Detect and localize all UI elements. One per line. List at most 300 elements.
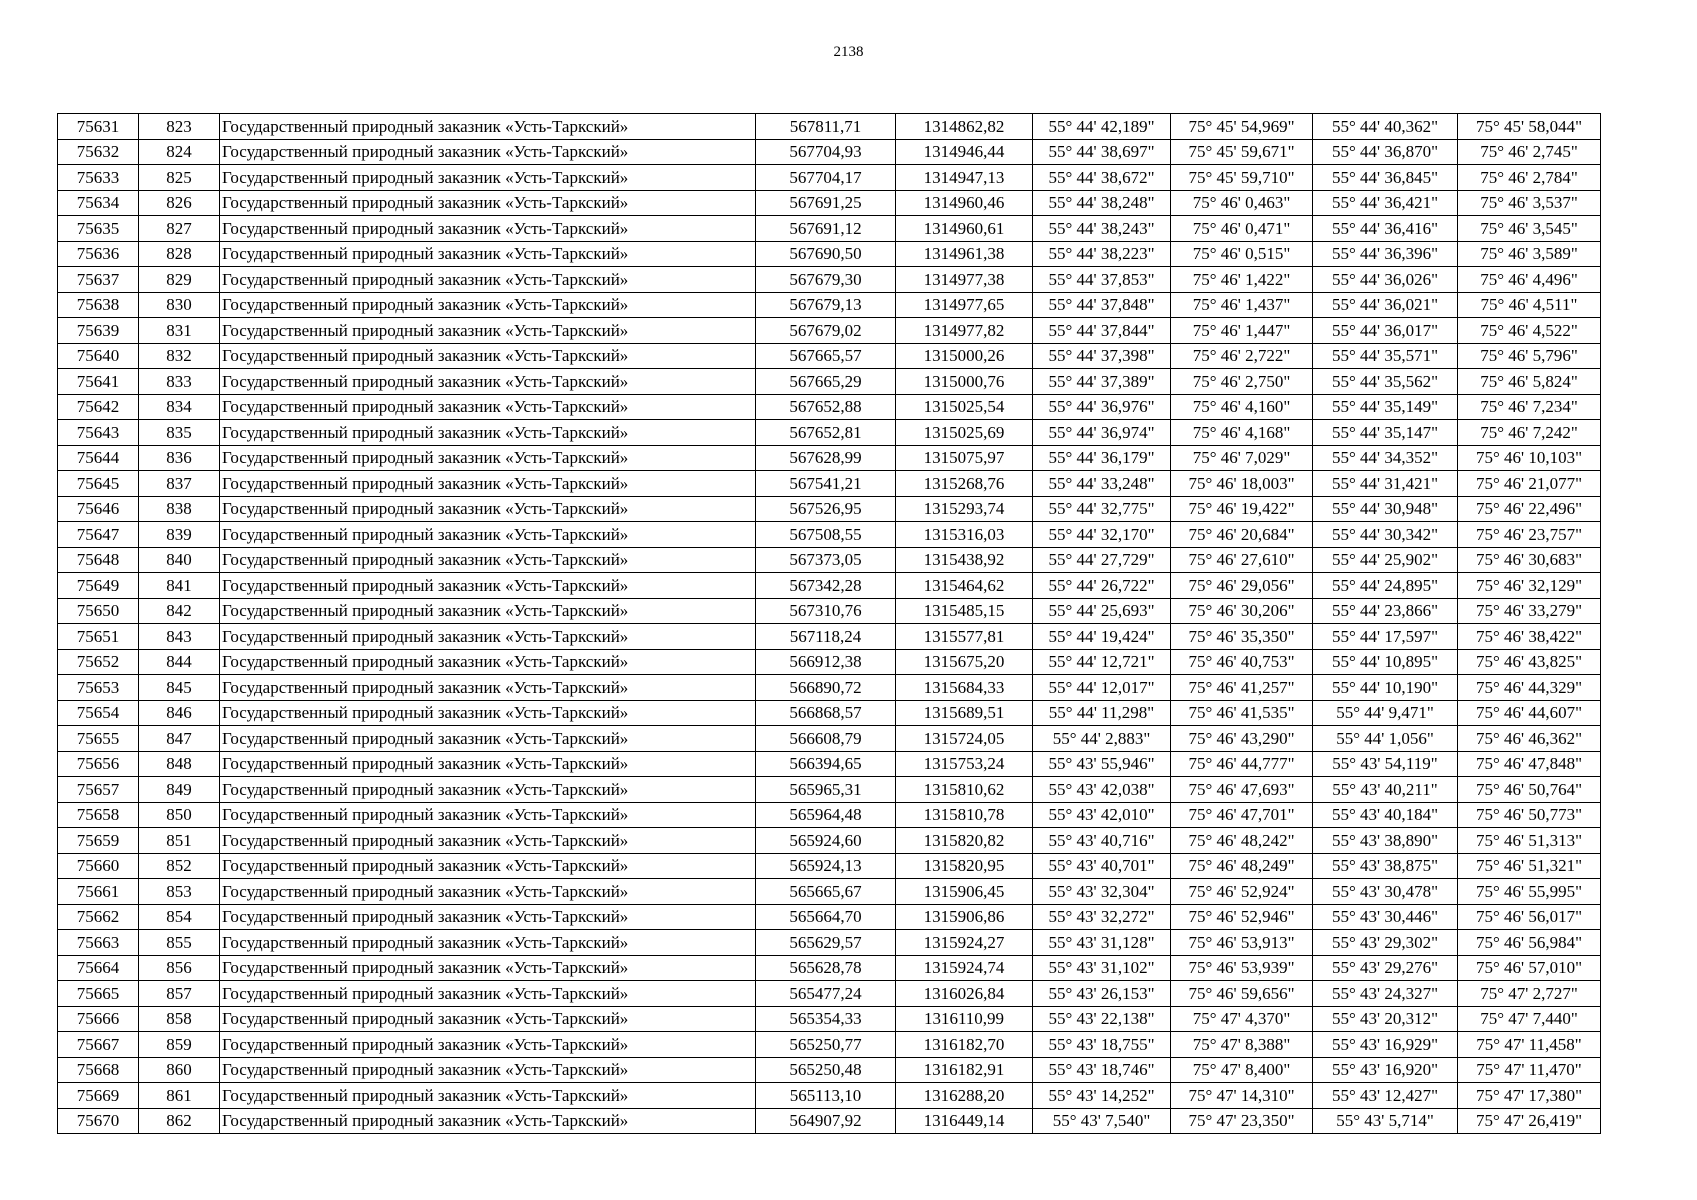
row-id-cell: 75648 — [58, 547, 139, 573]
table-row — [58, 649, 1601, 675]
longitude-1-cell: 75° 46' 41,257" — [1171, 675, 1313, 701]
longitude-1-cell: 75° 45' 59,671" — [1171, 139, 1313, 165]
longitude-1-cell: 75° 47' 8,388" — [1171, 1032, 1313, 1058]
table-row — [58, 114, 1601, 140]
longitude-2-cell: 75° 46' 44,607" — [1458, 700, 1601, 726]
longitude-2-cell: 75° 46' 55,995" — [1458, 879, 1601, 905]
reserve-name-cell: Государственный природный заказник «Усть-Таркский» — [220, 241, 756, 267]
y-coordinate-cell: 1315268,76 — [896, 471, 1033, 497]
y-coordinate-cell: 1314977,65 — [896, 292, 1033, 318]
latitude-2-cell: 55° 44' 9,471" — [1313, 700, 1458, 726]
x-coordinate-cell: 567679,02 — [756, 318, 896, 344]
x-coordinate-cell: 567526,95 — [756, 496, 896, 522]
x-coordinate-cell: 565964,48 — [756, 802, 896, 828]
longitude-1-cell: 75° 46' 41,535" — [1171, 700, 1313, 726]
row-id-cell: 75660 — [58, 853, 139, 879]
latitude-1-cell: 55° 43' 31,128" — [1033, 930, 1171, 956]
y-coordinate-cell: 1314960,46 — [896, 190, 1033, 216]
longitude-2-cell: 75° 47' 2,727" — [1458, 981, 1601, 1007]
latitude-2-cell: 55° 44' 36,416" — [1313, 216, 1458, 242]
x-coordinate-cell: 565924,13 — [756, 853, 896, 879]
longitude-1-cell: 75° 46' 53,939" — [1171, 955, 1313, 981]
longitude-1-cell: 75° 46' 52,924" — [1171, 879, 1313, 905]
longitude-1-cell: 75° 46' 27,610" — [1171, 547, 1313, 573]
longitude-2-cell: 75° 46' 32,129" — [1458, 573, 1601, 599]
reserve-name-cell: Государственный природный заказник «Усть-Таркский» — [220, 853, 756, 879]
x-coordinate-cell: 567665,29 — [756, 369, 896, 395]
x-coordinate-cell: 565665,67 — [756, 879, 896, 905]
reserve-name-cell: Государственный природный заказник «Усть-Таркский» — [220, 445, 756, 471]
row-id-cell: 75642 — [58, 394, 139, 420]
y-coordinate-cell: 1315684,33 — [896, 675, 1033, 701]
row-id-cell: 75646 — [58, 496, 139, 522]
latitude-2-cell: 55° 43' 30,446" — [1313, 904, 1458, 930]
x-coordinate-cell: 567652,81 — [756, 420, 896, 446]
point-number-cell: 850 — [139, 802, 220, 828]
y-coordinate-cell: 1315293,74 — [896, 496, 1033, 522]
longitude-1-cell: 75° 47' 14,310" — [1171, 1083, 1313, 1109]
table-row — [58, 267, 1601, 293]
point-number-cell: 842 — [139, 598, 220, 624]
longitude-1-cell: 75° 45' 59,710" — [1171, 165, 1313, 191]
latitude-1-cell: 55° 44' 12,017" — [1033, 675, 1171, 701]
y-coordinate-cell: 1316182,70 — [896, 1032, 1033, 1058]
reserve-name-cell: Государственный природный заказник «Усть-Таркский» — [220, 1057, 756, 1083]
row-id-cell: 75634 — [58, 190, 139, 216]
x-coordinate-cell: 567690,50 — [756, 241, 896, 267]
point-number-cell: 831 — [139, 318, 220, 344]
x-coordinate-cell: 565664,70 — [756, 904, 896, 930]
x-coordinate-cell: 567342,28 — [756, 573, 896, 599]
row-id-cell: 75653 — [58, 675, 139, 701]
table-body — [58, 114, 1601, 1134]
reserve-name-cell: Государственный природный заказник «Усть-Таркский» — [220, 190, 756, 216]
longitude-2-cell: 75° 46' 50,764" — [1458, 777, 1601, 803]
y-coordinate-cell: 1314977,38 — [896, 267, 1033, 293]
row-id-cell: 75657 — [58, 777, 139, 803]
table-row — [58, 955, 1601, 981]
latitude-2-cell: 55° 43' 40,184" — [1313, 802, 1458, 828]
x-coordinate-cell: 566868,57 — [756, 700, 896, 726]
reserve-name-cell: Государственный природный заказник «Усть-Таркский» — [220, 547, 756, 573]
row-id-cell: 75644 — [58, 445, 139, 471]
point-number-cell: 826 — [139, 190, 220, 216]
longitude-1-cell: 75° 47' 23,350" — [1171, 1108, 1313, 1134]
row-id-cell: 75649 — [58, 573, 139, 599]
point-number-cell: 830 — [139, 292, 220, 318]
longitude-1-cell: 75° 46' 40,753" — [1171, 649, 1313, 675]
row-id-cell: 75636 — [58, 241, 139, 267]
x-coordinate-cell: 567310,76 — [756, 598, 896, 624]
longitude-1-cell: 75° 46' 7,029" — [1171, 445, 1313, 471]
longitude-1-cell: 75° 46' 19,422" — [1171, 496, 1313, 522]
table-row — [58, 624, 1601, 650]
y-coordinate-cell: 1315075,97 — [896, 445, 1033, 471]
x-coordinate-cell: 565250,77 — [756, 1032, 896, 1058]
table-row — [58, 802, 1601, 828]
latitude-2-cell: 55° 44' 31,421" — [1313, 471, 1458, 497]
table-row — [58, 394, 1601, 420]
table-row — [58, 471, 1601, 497]
longitude-2-cell: 75° 46' 56,017" — [1458, 904, 1601, 930]
point-number-cell: 843 — [139, 624, 220, 650]
latitude-2-cell: 55° 44' 36,021" — [1313, 292, 1458, 318]
longitude-2-cell: 75° 46' 3,545" — [1458, 216, 1601, 242]
y-coordinate-cell: 1315485,15 — [896, 598, 1033, 624]
point-number-cell: 846 — [139, 700, 220, 726]
x-coordinate-cell: 566608,79 — [756, 726, 896, 752]
reserve-name-cell: Государственный природный заказник «Усть-Таркский» — [220, 777, 756, 803]
longitude-1-cell: 75° 46' 0,471" — [1171, 216, 1313, 242]
table-row — [58, 853, 1601, 879]
longitude-1-cell: 75° 46' 48,249" — [1171, 853, 1313, 879]
y-coordinate-cell: 1314946,44 — [896, 139, 1033, 165]
latitude-1-cell: 55° 43' 42,038" — [1033, 777, 1171, 803]
point-number-cell: 860 — [139, 1057, 220, 1083]
longitude-1-cell: 75° 46' 44,777" — [1171, 751, 1313, 777]
latitude-1-cell: 55° 44' 37,848" — [1033, 292, 1171, 318]
longitude-1-cell: 75° 46' 48,242" — [1171, 828, 1313, 854]
y-coordinate-cell: 1315675,20 — [896, 649, 1033, 675]
longitude-2-cell: 75° 46' 21,077" — [1458, 471, 1601, 497]
x-coordinate-cell: 565113,10 — [756, 1083, 896, 1109]
point-number-cell: 824 — [139, 139, 220, 165]
longitude-1-cell: 75° 47' 4,370" — [1171, 1006, 1313, 1032]
y-coordinate-cell: 1315810,62 — [896, 777, 1033, 803]
reserve-name-cell: Государственный природный заказник «Усть-Таркский» — [220, 1006, 756, 1032]
table-row — [58, 496, 1601, 522]
x-coordinate-cell: 567118,24 — [756, 624, 896, 650]
latitude-1-cell: 55° 44' 38,248" — [1033, 190, 1171, 216]
longitude-1-cell: 75° 46' 29,056" — [1171, 573, 1313, 599]
longitude-2-cell: 75° 46' 30,683" — [1458, 547, 1601, 573]
longitude-1-cell: 75° 46' 18,003" — [1171, 471, 1313, 497]
row-id-cell: 75643 — [58, 420, 139, 446]
y-coordinate-cell: 1315025,69 — [896, 420, 1033, 446]
coordinates-table — [57, 113, 1601, 1134]
latitude-1-cell: 55° 44' 36,179" — [1033, 445, 1171, 471]
point-number-cell: 825 — [139, 165, 220, 191]
x-coordinate-cell: 567679,30 — [756, 267, 896, 293]
x-coordinate-cell: 566890,72 — [756, 675, 896, 701]
point-number-cell: 854 — [139, 904, 220, 930]
longitude-2-cell: 75° 46' 7,242" — [1458, 420, 1601, 446]
latitude-1-cell: 55° 44' 36,974" — [1033, 420, 1171, 446]
row-id-cell: 75659 — [58, 828, 139, 854]
longitude-2-cell: 75° 46' 3,589" — [1458, 241, 1601, 267]
x-coordinate-cell: 567628,99 — [756, 445, 896, 471]
point-number-cell: 838 — [139, 496, 220, 522]
reserve-name-cell: Государственный природный заказник «Усть-Таркский» — [220, 318, 756, 344]
latitude-1-cell: 55° 43' 40,701" — [1033, 853, 1171, 879]
y-coordinate-cell: 1315025,54 — [896, 394, 1033, 420]
point-number-cell: 844 — [139, 649, 220, 675]
longitude-1-cell: 75° 46' 35,350" — [1171, 624, 1313, 650]
reserve-name-cell: Государственный природный заказник «Усть-Таркский» — [220, 343, 756, 369]
latitude-2-cell: 55° 44' 34,352" — [1313, 445, 1458, 471]
row-id-cell: 75633 — [58, 165, 139, 191]
latitude-1-cell: 55° 44' 42,189" — [1033, 114, 1171, 140]
latitude-1-cell: 55° 44' 32,170" — [1033, 522, 1171, 548]
longitude-1-cell: 75° 46' 2,750" — [1171, 369, 1313, 395]
latitude-1-cell: 55° 44' 33,248" — [1033, 471, 1171, 497]
point-number-cell: 862 — [139, 1108, 220, 1134]
latitude-1-cell: 55° 44' 37,853" — [1033, 267, 1171, 293]
longitude-2-cell: 75° 46' 50,773" — [1458, 802, 1601, 828]
point-number-cell: 833 — [139, 369, 220, 395]
latitude-1-cell: 55° 44' 32,775" — [1033, 496, 1171, 522]
longitude-2-cell: 75° 47' 7,440" — [1458, 1006, 1601, 1032]
longitude-1-cell: 75° 46' 59,656" — [1171, 981, 1313, 1007]
row-id-cell: 75667 — [58, 1032, 139, 1058]
y-coordinate-cell: 1314960,61 — [896, 216, 1033, 242]
latitude-2-cell: 55° 44' 36,017" — [1313, 318, 1458, 344]
latitude-1-cell: 55° 43' 7,540" — [1033, 1108, 1171, 1134]
longitude-2-cell: 75° 46' 38,422" — [1458, 624, 1601, 650]
latitude-1-cell: 55° 43' 31,102" — [1033, 955, 1171, 981]
x-coordinate-cell: 567691,25 — [756, 190, 896, 216]
x-coordinate-cell: 567704,93 — [756, 139, 896, 165]
latitude-2-cell: 55° 44' 36,396" — [1313, 241, 1458, 267]
latitude-2-cell: 55° 43' 29,276" — [1313, 955, 1458, 981]
latitude-1-cell: 55° 43' 32,304" — [1033, 879, 1171, 905]
reserve-name-cell: Государственный природный заказник «Усть-Таркский» — [220, 726, 756, 752]
y-coordinate-cell: 1315000,76 — [896, 369, 1033, 395]
longitude-2-cell: 75° 46' 22,496" — [1458, 496, 1601, 522]
latitude-2-cell: 55° 43' 16,929" — [1313, 1032, 1458, 1058]
latitude-2-cell: 55° 44' 36,870" — [1313, 139, 1458, 165]
y-coordinate-cell: 1315820,95 — [896, 853, 1033, 879]
point-number-cell: 834 — [139, 394, 220, 420]
row-id-cell: 75669 — [58, 1083, 139, 1109]
row-id-cell: 75665 — [58, 981, 139, 1007]
table-row — [58, 318, 1601, 344]
table-row — [58, 1032, 1601, 1058]
latitude-1-cell: 55° 43' 55,946" — [1033, 751, 1171, 777]
latitude-1-cell: 55° 44' 38,697" — [1033, 139, 1171, 165]
reserve-name-cell: Государственный природный заказник «Усть-Таркский» — [220, 522, 756, 548]
point-number-cell: 853 — [139, 879, 220, 905]
y-coordinate-cell: 1315464,62 — [896, 573, 1033, 599]
point-number-cell: 858 — [139, 1006, 220, 1032]
row-id-cell: 75664 — [58, 955, 139, 981]
longitude-2-cell: 75° 46' 4,522" — [1458, 318, 1601, 344]
reserve-name-cell: Государственный природный заказник «Усть-Таркский» — [220, 471, 756, 497]
latitude-1-cell: 55° 44' 12,721" — [1033, 649, 1171, 675]
reserve-name-cell: Государственный природный заказник «Усть-Таркский» — [220, 1032, 756, 1058]
point-number-cell: 857 — [139, 981, 220, 1007]
point-number-cell: 855 — [139, 930, 220, 956]
latitude-1-cell: 55° 44' 37,398" — [1033, 343, 1171, 369]
latitude-2-cell: 55° 44' 35,147" — [1313, 420, 1458, 446]
latitude-1-cell: 55° 44' 25,693" — [1033, 598, 1171, 624]
y-coordinate-cell: 1315810,78 — [896, 802, 1033, 828]
longitude-2-cell: 75° 46' 46,362" — [1458, 726, 1601, 752]
row-id-cell: 75670 — [58, 1108, 139, 1134]
table-row — [58, 343, 1601, 369]
longitude-1-cell: 75° 46' 20,684" — [1171, 522, 1313, 548]
table-row — [58, 1083, 1601, 1109]
latitude-2-cell: 55° 43' 40,211" — [1313, 777, 1458, 803]
x-coordinate-cell: 567373,05 — [756, 547, 896, 573]
point-number-cell: 827 — [139, 216, 220, 242]
longitude-2-cell: 75° 46' 56,984" — [1458, 930, 1601, 956]
point-number-cell: 837 — [139, 471, 220, 497]
latitude-2-cell: 55° 43' 12,427" — [1313, 1083, 1458, 1109]
point-number-cell: 835 — [139, 420, 220, 446]
latitude-1-cell: 55° 44' 37,389" — [1033, 369, 1171, 395]
table-row — [58, 139, 1601, 165]
reserve-name-cell: Государственный природный заказник «Усть-Таркский» — [220, 981, 756, 1007]
x-coordinate-cell: 565965,31 — [756, 777, 896, 803]
latitude-2-cell: 55° 44' 10,895" — [1313, 649, 1458, 675]
table-row — [58, 241, 1601, 267]
table-row — [58, 369, 1601, 395]
table-row — [58, 726, 1601, 752]
y-coordinate-cell: 1314977,82 — [896, 318, 1033, 344]
row-id-cell: 75656 — [58, 751, 139, 777]
reserve-name-cell: Государственный природный заказник «Усть-Таркский» — [220, 802, 756, 828]
reserve-name-cell: Государственный природный заказник «Усть-Таркский» — [220, 598, 756, 624]
longitude-2-cell: 75° 46' 3,537" — [1458, 190, 1601, 216]
longitude-2-cell: 75° 46' 2,745" — [1458, 139, 1601, 165]
latitude-1-cell: 55° 44' 38,223" — [1033, 241, 1171, 267]
longitude-2-cell: 75° 47' 17,380" — [1458, 1083, 1601, 1109]
reserve-name-cell: Государственный природный заказник «Усть-Таркский» — [220, 1108, 756, 1134]
point-number-cell: 856 — [139, 955, 220, 981]
latitude-1-cell: 55° 44' 2,883" — [1033, 726, 1171, 752]
row-id-cell: 75658 — [58, 802, 139, 828]
latitude-1-cell: 55° 43' 32,272" — [1033, 904, 1171, 930]
longitude-1-cell: 75° 46' 2,722" — [1171, 343, 1313, 369]
latitude-2-cell: 55° 43' 38,875" — [1313, 853, 1458, 879]
row-id-cell: 75639 — [58, 318, 139, 344]
latitude-2-cell: 55° 43' 5,714" — [1313, 1108, 1458, 1134]
x-coordinate-cell: 565629,57 — [756, 930, 896, 956]
table-row — [58, 165, 1601, 191]
y-coordinate-cell: 1316110,99 — [896, 1006, 1033, 1032]
latitude-1-cell: 55° 43' 42,010" — [1033, 802, 1171, 828]
reserve-name-cell: Государственный природный заказник «Усть-Таркский» — [220, 394, 756, 420]
row-id-cell: 75647 — [58, 522, 139, 548]
row-id-cell: 75654 — [58, 700, 139, 726]
longitude-1-cell: 75° 46' 1,422" — [1171, 267, 1313, 293]
y-coordinate-cell: 1315924,27 — [896, 930, 1033, 956]
point-number-cell: 828 — [139, 241, 220, 267]
point-number-cell: 823 — [139, 114, 220, 140]
longitude-1-cell: 75° 46' 53,913" — [1171, 930, 1313, 956]
latitude-1-cell: 55° 43' 22,138" — [1033, 1006, 1171, 1032]
row-id-cell: 75637 — [58, 267, 139, 293]
table-row — [58, 522, 1601, 548]
reserve-name-cell: Государственный природный заказник «Усть-Таркский» — [220, 573, 756, 599]
longitude-2-cell: 75° 46' 2,784" — [1458, 165, 1601, 191]
latitude-1-cell: 55° 43' 14,252" — [1033, 1083, 1171, 1109]
longitude-1-cell: 75° 46' 0,515" — [1171, 241, 1313, 267]
reserve-name-cell: Государственный природный заказник «Усть-Таркский» — [220, 624, 756, 650]
longitude-2-cell: 75° 46' 23,757" — [1458, 522, 1601, 548]
longitude-2-cell: 75° 46' 10,103" — [1458, 445, 1601, 471]
longitude-1-cell: 75° 46' 52,946" — [1171, 904, 1313, 930]
latitude-2-cell: 55° 44' 1,056" — [1313, 726, 1458, 752]
reserve-name-cell: Государственный природный заказник «Усть-Таркский» — [220, 930, 756, 956]
x-coordinate-cell: 567652,88 — [756, 394, 896, 420]
page-number: 2138 — [833, 44, 864, 60]
reserve-name-cell: Государственный природный заказник «Усть-Таркский» — [220, 879, 756, 905]
latitude-2-cell: 55° 44' 17,597" — [1313, 624, 1458, 650]
latitude-2-cell: 55° 43' 24,327" — [1313, 981, 1458, 1007]
row-id-cell: 75652 — [58, 649, 139, 675]
reserve-name-cell: Государственный природный заказник «Усть-Таркский» — [220, 369, 756, 395]
table-row — [58, 445, 1601, 471]
longitude-2-cell: 75° 45' 58,044" — [1458, 114, 1601, 140]
longitude-1-cell: 75° 46' 0,463" — [1171, 190, 1313, 216]
table-row — [58, 216, 1601, 242]
x-coordinate-cell: 565924,60 — [756, 828, 896, 854]
row-id-cell: 75663 — [58, 930, 139, 956]
latitude-1-cell: 55° 44' 19,424" — [1033, 624, 1171, 650]
table-row — [58, 190, 1601, 216]
x-coordinate-cell: 565354,33 — [756, 1006, 896, 1032]
table-row — [58, 904, 1601, 930]
row-id-cell: 75632 — [58, 139, 139, 165]
longitude-2-cell: 75° 47' 11,458" — [1458, 1032, 1601, 1058]
longitude-1-cell: 75° 46' 47,701" — [1171, 802, 1313, 828]
latitude-2-cell: 55° 44' 36,845" — [1313, 165, 1458, 191]
y-coordinate-cell: 1315906,45 — [896, 879, 1033, 905]
row-id-cell: 75661 — [58, 879, 139, 905]
table-row — [58, 598, 1601, 624]
longitude-2-cell: 75° 46' 44,329" — [1458, 675, 1601, 701]
reserve-name-cell: Государственный природный заказник «Усть-Таркский» — [220, 1083, 756, 1109]
longitude-1-cell: 75° 46' 4,168" — [1171, 420, 1313, 446]
y-coordinate-cell: 1315316,03 — [896, 522, 1033, 548]
longitude-1-cell: 75° 46' 43,290" — [1171, 726, 1313, 752]
y-coordinate-cell: 1316288,20 — [896, 1083, 1033, 1109]
latitude-2-cell: 55° 44' 10,190" — [1313, 675, 1458, 701]
reserve-name-cell: Государственный природный заказник «Усть-Таркский» — [220, 955, 756, 981]
row-id-cell: 75638 — [58, 292, 139, 318]
row-id-cell: 75655 — [58, 726, 139, 752]
latitude-2-cell: 55° 43' 16,920" — [1313, 1057, 1458, 1083]
table-row — [58, 547, 1601, 573]
point-number-cell: 848 — [139, 751, 220, 777]
point-number-cell: 836 — [139, 445, 220, 471]
table-row — [58, 879, 1601, 905]
y-coordinate-cell: 1315906,86 — [896, 904, 1033, 930]
latitude-1-cell: 55° 43' 18,746" — [1033, 1057, 1171, 1083]
longitude-2-cell: 75° 46' 51,313" — [1458, 828, 1601, 854]
longitude-2-cell: 75° 46' 5,796" — [1458, 343, 1601, 369]
x-coordinate-cell: 567508,55 — [756, 522, 896, 548]
longitude-2-cell: 75° 46' 5,824" — [1458, 369, 1601, 395]
row-id-cell: 75645 — [58, 471, 139, 497]
reserve-name-cell: Государственный природный заказник «Усть-Таркский» — [220, 216, 756, 242]
row-id-cell: 75650 — [58, 598, 139, 624]
table-row — [58, 1006, 1601, 1032]
row-id-cell: 75640 — [58, 343, 139, 369]
longitude-2-cell: 75° 46' 51,321" — [1458, 853, 1601, 879]
latitude-1-cell: 55° 43' 18,755" — [1033, 1032, 1171, 1058]
table-row — [58, 700, 1601, 726]
latitude-2-cell: 55° 44' 35,149" — [1313, 394, 1458, 420]
reserve-name-cell: Государственный природный заказник «Усть-Таркский» — [220, 675, 756, 701]
table-row — [58, 420, 1601, 446]
reserve-name-cell: Государственный природный заказник «Усть-Таркский» — [220, 267, 756, 293]
reserve-name-cell: Государственный природный заказник «Усть-Таркский» — [220, 828, 756, 854]
y-coordinate-cell: 1315753,24 — [896, 751, 1033, 777]
longitude-2-cell: 75° 47' 11,470" — [1458, 1057, 1601, 1083]
